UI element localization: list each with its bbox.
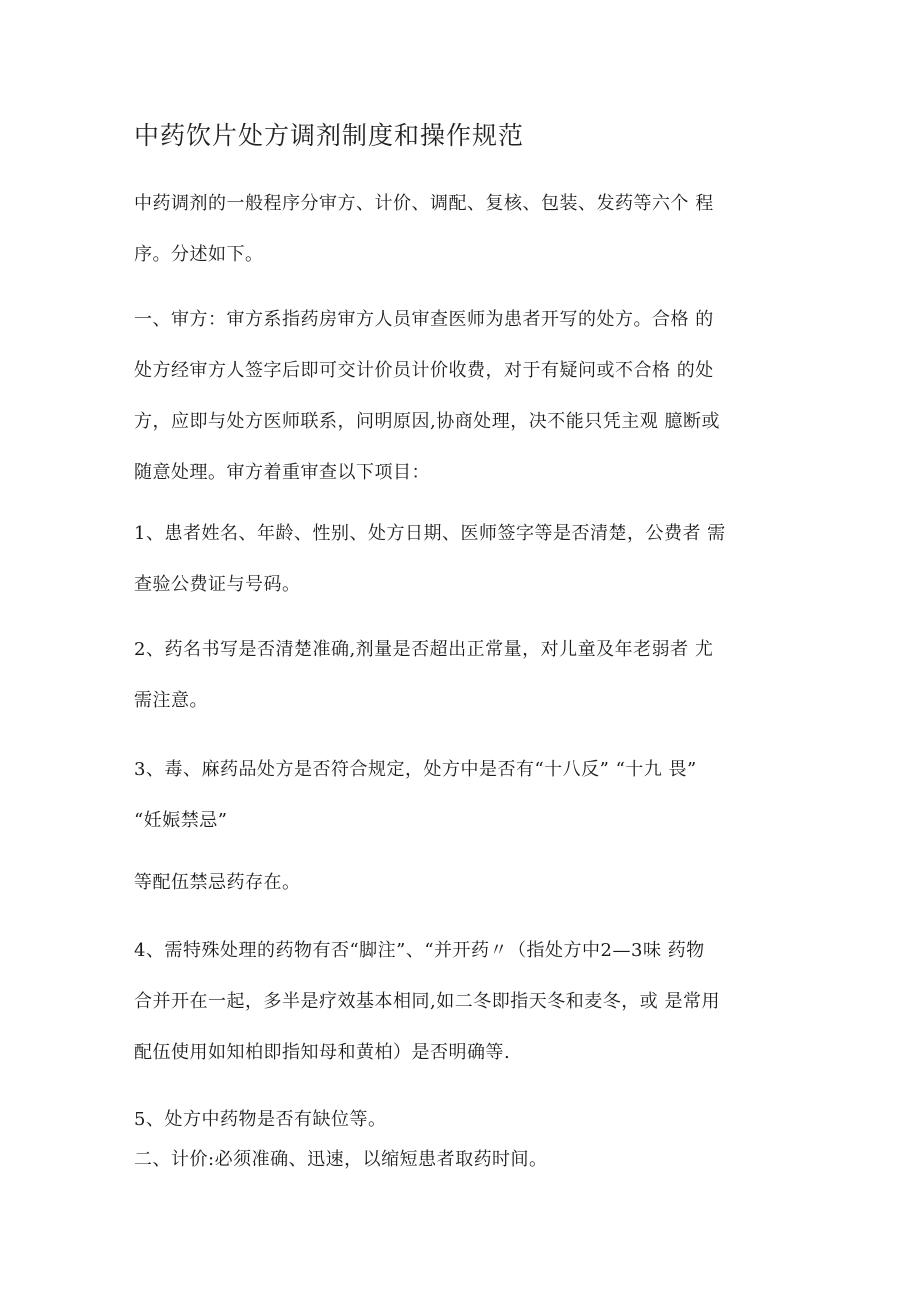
paragraph-line: 5、处方中药物是否有缺位等。 bbox=[134, 1109, 387, 1130]
paragraph-line: “妊娠禁忌” bbox=[134, 810, 228, 831]
paragraph-line: 处方经审方人签字后即可交计价员计价收费，对于有疑问或不合格 的处 bbox=[134, 360, 714, 381]
paragraph-line: 中药调剂的一般程序分审方、计价、调配、复核、包装、发药等六个 程 bbox=[134, 193, 714, 214]
paragraph-item-2 bbox=[134, 624, 794, 726]
paragraph-item-4 bbox=[134, 925, 794, 1078]
paragraph-line: 等配伍禁忌药存在。 bbox=[134, 872, 301, 893]
paragraph-line: 随意处理。审方着重审查以下项目： bbox=[134, 462, 430, 483]
paragraph-line: 方，应即与处方医师联系，问明原因,协商处理，决不能只凭主观 臆断或 bbox=[134, 411, 720, 432]
paragraph-item-3-continued bbox=[134, 857, 794, 908]
paragraph-line: 合并开在一起，多半是疗效基本相同,如二冬即指天冬和麦冬，或 是常用 bbox=[134, 991, 720, 1012]
paragraph-intro bbox=[134, 178, 794, 280]
paragraph-line: 查验公费证与号码。 bbox=[134, 574, 301, 595]
paragraph-line: 序。分述如下。 bbox=[134, 244, 264, 265]
paragraph-line: 2、药名书写是否清楚准确,剂量是否超出正常量，对儿童及年老弱者 尤 bbox=[134, 639, 714, 660]
paragraph-line: 二、计价:必须准确、迅速，以缩短患者取药时间。 bbox=[134, 1149, 548, 1170]
paragraph-line: 需注意。 bbox=[134, 690, 208, 711]
paragraph-pricing bbox=[134, 1140, 794, 1180]
paragraph-item-3 bbox=[134, 744, 794, 846]
paragraph-review bbox=[134, 294, 794, 498]
paragraph-item-5 bbox=[134, 1100, 794, 1140]
paragraph-line: 3、毒、麻药品处方是否符合规定，处方中是否有“十八反” “十九 畏” bbox=[134, 759, 697, 780]
paragraph-line: 4、需特殊处理的药物有否“脚注”、“并开药〃（指处方中2—3味 药物 bbox=[134, 940, 705, 961]
paragraph-line: 配伍使用如知柏即指知母和黄柏）是否明确等. bbox=[134, 1042, 511, 1063]
document-title: 中药饮片处方调剂制度和操作规范 bbox=[134, 121, 525, 150]
paragraph-line: 一、审方：审方系指药房审方人员审查医师为患者开写的处方。合格 的 bbox=[134, 309, 714, 330]
paragraph-item-1 bbox=[134, 508, 794, 610]
paragraph-line: 1、患者姓名、年龄、性别、处方日期、医师签字等是否清楚，公费者 需 bbox=[134, 523, 726, 544]
